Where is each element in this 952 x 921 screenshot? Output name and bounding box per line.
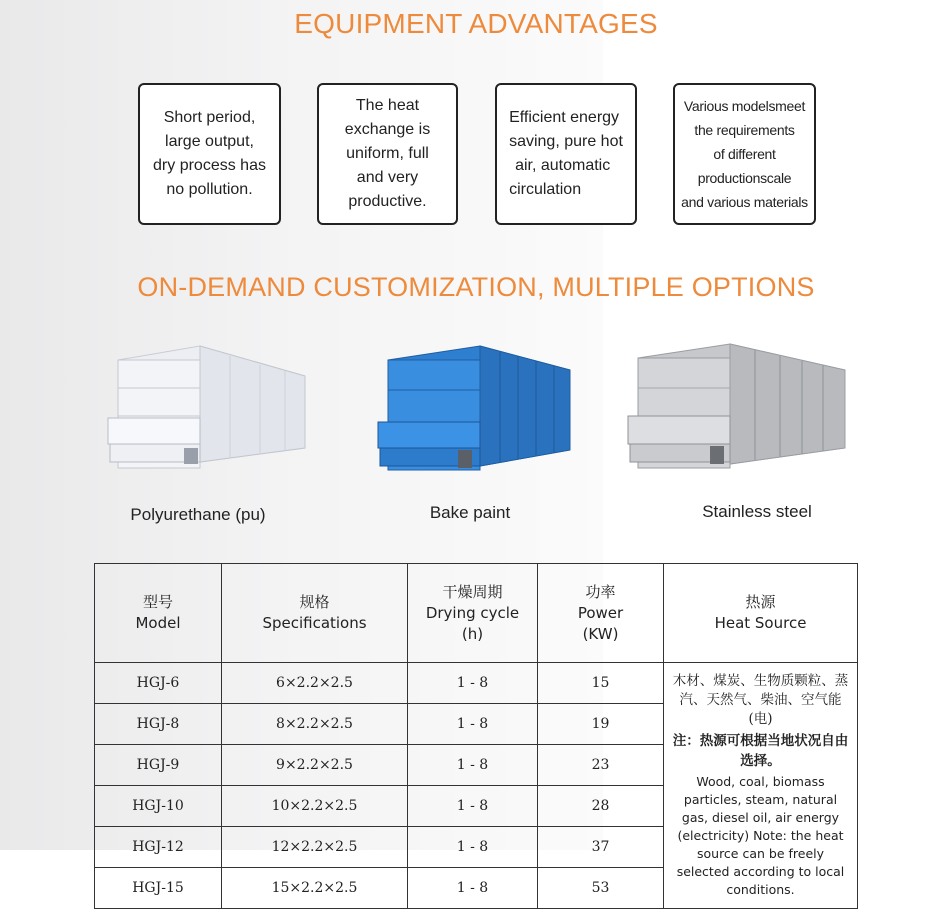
- cell-spec: 8×2.2×2.5: [222, 704, 408, 745]
- bake-paint-dryer-image: [370, 340, 580, 490]
- cell-model: HGJ-10: [95, 786, 222, 827]
- advantage-text: uniform, full: [346, 145, 429, 162]
- advantage-box-heat-exchange: [317, 83, 458, 225]
- advantage-box-energy-saving: [495, 83, 637, 225]
- table-row: [95, 663, 858, 704]
- cell-cycle: 1 - 8: [408, 663, 538, 704]
- cell-power: 53: [538, 868, 664, 909]
- advantage-text: the requirements: [694, 122, 795, 138]
- cell-model: HGJ-6: [95, 663, 222, 704]
- cell-spec: 12×2.2×2.5: [222, 827, 408, 868]
- header-drying-cycle: 干燥周期 Drying cycle (h): [408, 564, 538, 663]
- cell-spec: 15×2.2×2.5: [222, 868, 408, 909]
- option-caption-stainless-steel: Stainless steel: [702, 502, 812, 521]
- cell-power: 23: [538, 745, 664, 786]
- advantage-box-various-models: [673, 83, 816, 225]
- advantage-text: circulation: [509, 181, 582, 198]
- cell-model: HGJ-15: [95, 868, 222, 909]
- advantage-text: exchange is: [344, 121, 431, 138]
- advantage-text: air, automatic: [515, 157, 611, 174]
- cell-cycle: 1 - 8: [408, 786, 538, 827]
- advantages-heading: EQUIPMENT ADVANTAGES: [294, 8, 658, 39]
- advantage-box-short-period: [138, 83, 281, 225]
- cell-power: 15: [538, 663, 664, 704]
- header-heat-source: 热源 Heat Source: [664, 564, 858, 663]
- advantage-text: productionscale: [697, 170, 792, 186]
- cell-spec: 6×2.2×2.5: [222, 663, 408, 704]
- cell-power: 28: [538, 786, 664, 827]
- cell-model: HGJ-9: [95, 745, 222, 786]
- header-model: 型号 Model: [95, 564, 222, 663]
- advantage-text: The heat: [355, 97, 420, 114]
- customization-heading: ON-DEMAND CUSTOMIZATION, MULTIPLE OPTIONS: [137, 272, 815, 302]
- option-caption-polyurethane: Polyurethane (pu): [130, 505, 266, 524]
- cell-spec: 10×2.2×2.5: [222, 786, 408, 827]
- cell-cycle: 1 - 8: [408, 868, 538, 909]
- advantage-text: and various materials: [681, 194, 808, 210]
- cell-model: HGJ-8: [95, 704, 222, 745]
- table-header-row: [95, 564, 858, 663]
- cell-spec: 9×2.2×2.5: [222, 745, 408, 786]
- advantage-text: Short period,: [163, 109, 256, 126]
- advantage-text: saving, pure hot: [509, 133, 623, 150]
- cell-cycle: 1 - 8: [408, 827, 538, 868]
- advantage-text: of different: [713, 146, 776, 162]
- cell-model: HGJ-12: [95, 827, 222, 868]
- advantage-text: and very: [356, 169, 419, 186]
- advantage-text: large output,: [165, 133, 254, 150]
- cell-cycle: 1 - 8: [408, 704, 538, 745]
- advantage-text: productive.: [348, 193, 427, 210]
- advantage-text: no pollution.: [166, 181, 253, 198]
- header-power: 功率 Power (KW): [538, 564, 664, 663]
- stainless-steel-dryer-image: [620, 340, 850, 490]
- advantage-text: Efficient energy: [509, 109, 620, 126]
- cell-power: 37: [538, 827, 664, 868]
- advantage-text: dry process has: [153, 157, 266, 174]
- cell-heat-source: 木材、煤炭、生物质颗粒、蒸汽、天然气、柴油、空气能(电) 注：热源可根据当地状况自由选择。 Wood, coal, biomass particles, steam, natural gas, diesel oil, air energy (electricity) Note: the heat source can be freely selected according to local conditions.: [664, 663, 858, 909]
- header-specifications: 规格 Specifications: [222, 564, 408, 663]
- option-caption-bake-paint: Bake paint: [429, 503, 511, 522]
- polyurethane-dryer-image: [100, 340, 310, 490]
- spec-table: [94, 563, 858, 909]
- cell-power: 19: [538, 704, 664, 745]
- cell-cycle: 1 - 8: [408, 745, 538, 786]
- advantage-text: Various modelsmeet: [683, 98, 806, 114]
